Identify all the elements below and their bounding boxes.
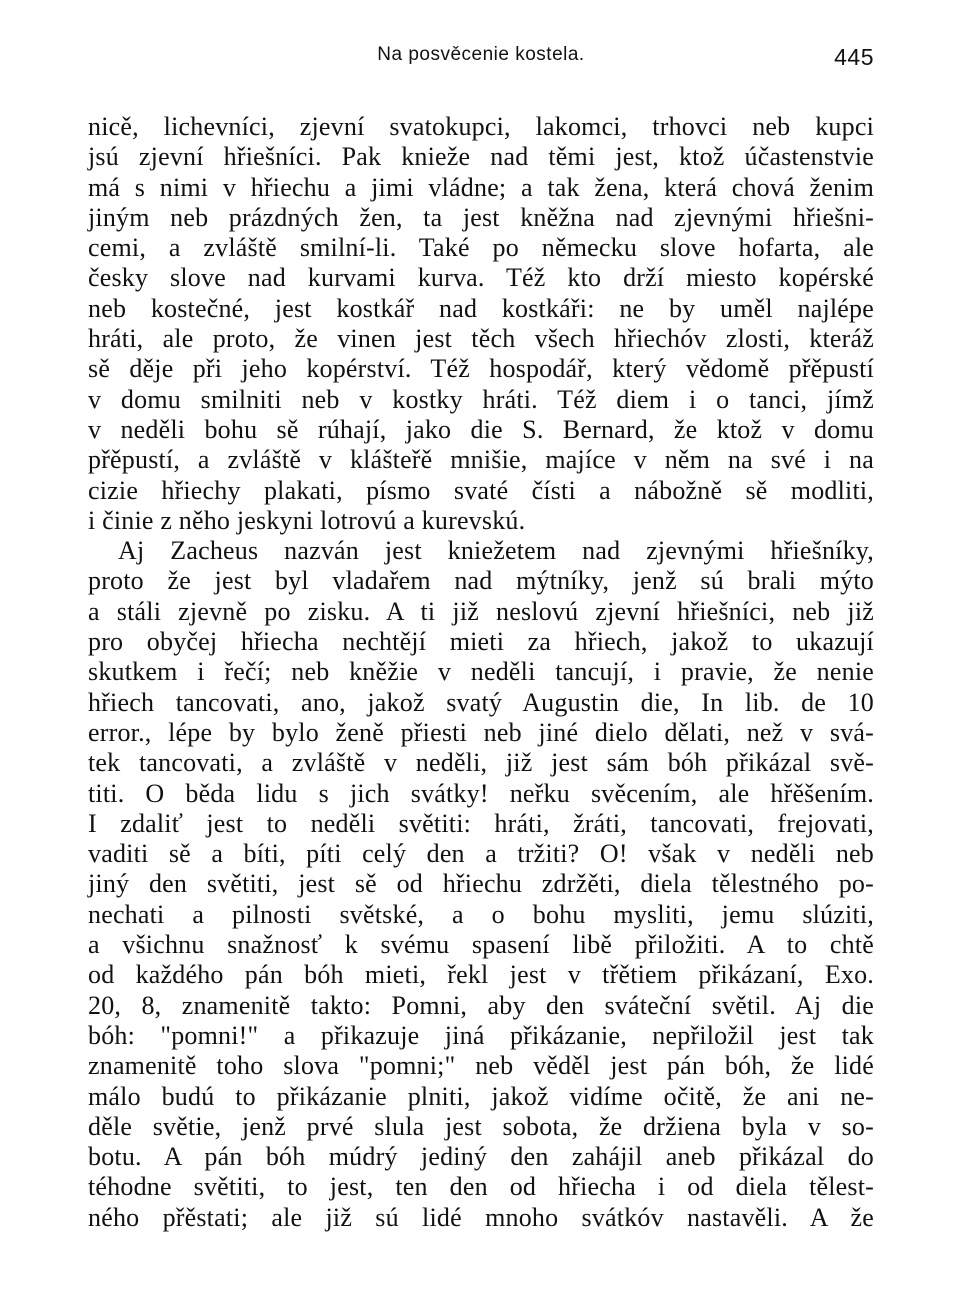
text-line: jiný den světiti, jest sě od hřiechu zdržěti, diela tělestného po- <box>88 869 874 899</box>
text-line: pro obyčej hřiecha nechtějí mieti za hřiech, jakož to ukazují <box>88 627 874 657</box>
text-line: hřiech tancovati, ano, jakož svatý Augustin die, In lib. de 10 <box>88 687 874 717</box>
text-line: od každého pán bóh mieti, řekl jest v třětiem přikázaní, Exo. <box>88 960 874 990</box>
running-header <box>88 44 874 74</box>
text-line: neb kostečné, jest kostkář nad kostkáři: ne by uměl najlépe <box>88 293 874 323</box>
text-line: jiným neb prázdných žen, ta jest kněžna nad zjevnými hřiešni- <box>88 202 874 232</box>
text-line: přěpustí, a zvláště v klášteřě mnišie, majíce v něm na své i na <box>88 445 874 475</box>
text-line: v neděli bohu sě rúhají, jako die S. Bernard, že ktož v domu <box>88 414 874 444</box>
paragraph-end-line: i činie z něho jeskyni lotrovú a kurevskú. <box>88 505 526 535</box>
text-line: titi. O běda lidu s jich svátky! neřku svěcením, ale hřěšením. <box>88 778 874 808</box>
text-line: hráti, ale proto, že vinen jest těch všech hřiechóv zlosti, kteráž <box>88 324 874 354</box>
text-line: znamenitě toho slova "pomni;" neb věděl jest pán bóh, že lidé <box>88 1051 874 1081</box>
text-line: téhodne světiti, to jest, ten den od hřiecha i od diela tělest- <box>88 1172 874 1202</box>
text-line: nechati a pilnosti světské, a o bohu mysliti, jemu slúziti, <box>88 899 874 929</box>
text-line: ného přěstati; ale již sú lidé mnoho svátkóv nastavěli. A že <box>88 1202 874 1232</box>
text-line: cizie hřiechy plakati, písmo svaté čísti a nábožně sě modliti, <box>88 475 874 505</box>
text-line: error., lépe by bylo ženě přiesti neb jiné dielo dělati, než v svá- <box>88 717 874 747</box>
text-line: vaditi sě a bíti, píti celý den a tržiti? O! však v neděli neb <box>88 839 874 869</box>
running-title: Na posvěcenie kostela. <box>377 44 585 65</box>
text-line: tek tancovati, a zvláště v neděli, již jest sám bóh přikázal svě- <box>88 748 874 778</box>
text-line: skutkem i řečí; neb kněžie v neděli tancují, i pravie, že nenie <box>88 657 874 687</box>
text-line: nicě, lichevníci, zjevní svatokupci, lakomci, trhovci neb kupci <box>88 112 874 141</box>
text-line: v domu smilniti neb v kostky hráti. Též diem i o tanci, jímž <box>88 384 874 414</box>
text-line: 20, 8, znamenitě takto: Pomni, aby den sváteční světil. Aj die <box>88 990 874 1020</box>
text-line: botu. A pán bóh múdrý jediný den zahájil aneb přikázal do <box>88 1142 874 1172</box>
text-line: a všichnu snažnosť k svému spasení libě přiložiti. A to chtě <box>88 930 874 960</box>
text-line: I zdaliť jest to neděli světiti: hráti, žráti, tancovati, frejovati, <box>88 808 874 838</box>
text-line: děle světie, jenž prvé slula jest sobota, že držiena byla v so- <box>88 1111 874 1141</box>
page-number: 445 <box>834 44 874 70</box>
text-line: česky slove nad kurvami kurva. Též kto drží miesto kopérské <box>88 263 874 293</box>
text-line: má s nimi v hřiechu a jimi vládne; a tak žena, která chová ženim <box>88 172 874 202</box>
body-text <box>88 112 874 1233</box>
text-line: málo budú to přikázanie plniti, jakož vidíme očitě, že ani ne- <box>88 1081 874 1111</box>
text-line: proto že jest byl vladařem nad mýtníky, jenž sú brali mýto <box>88 566 874 596</box>
paragraph-start-line: Aj Zacheus nazván jest kniežetem nad zjevnými hřiešníky, <box>118 536 874 566</box>
text-line: cemi, a zvláště smilní-li. Také po německu slove hofarta, ale <box>88 233 874 263</box>
text-line: bóh: "pomni!" a přikazuje jiná přikázanie, nepřiložil jest tak <box>88 1020 874 1050</box>
text-line: a stáli zjevně po zisku. A ti již neslovú zjevní hřiešníci, neb již <box>88 596 874 626</box>
text-line: jsú zjevní hřiešníci. Pak knieže nad těmi jest, ktož účastenstvie <box>88 142 874 172</box>
text-line: sě děje při jeho kopérství. Též hospodář, který vědomě přěpustí <box>88 354 874 384</box>
